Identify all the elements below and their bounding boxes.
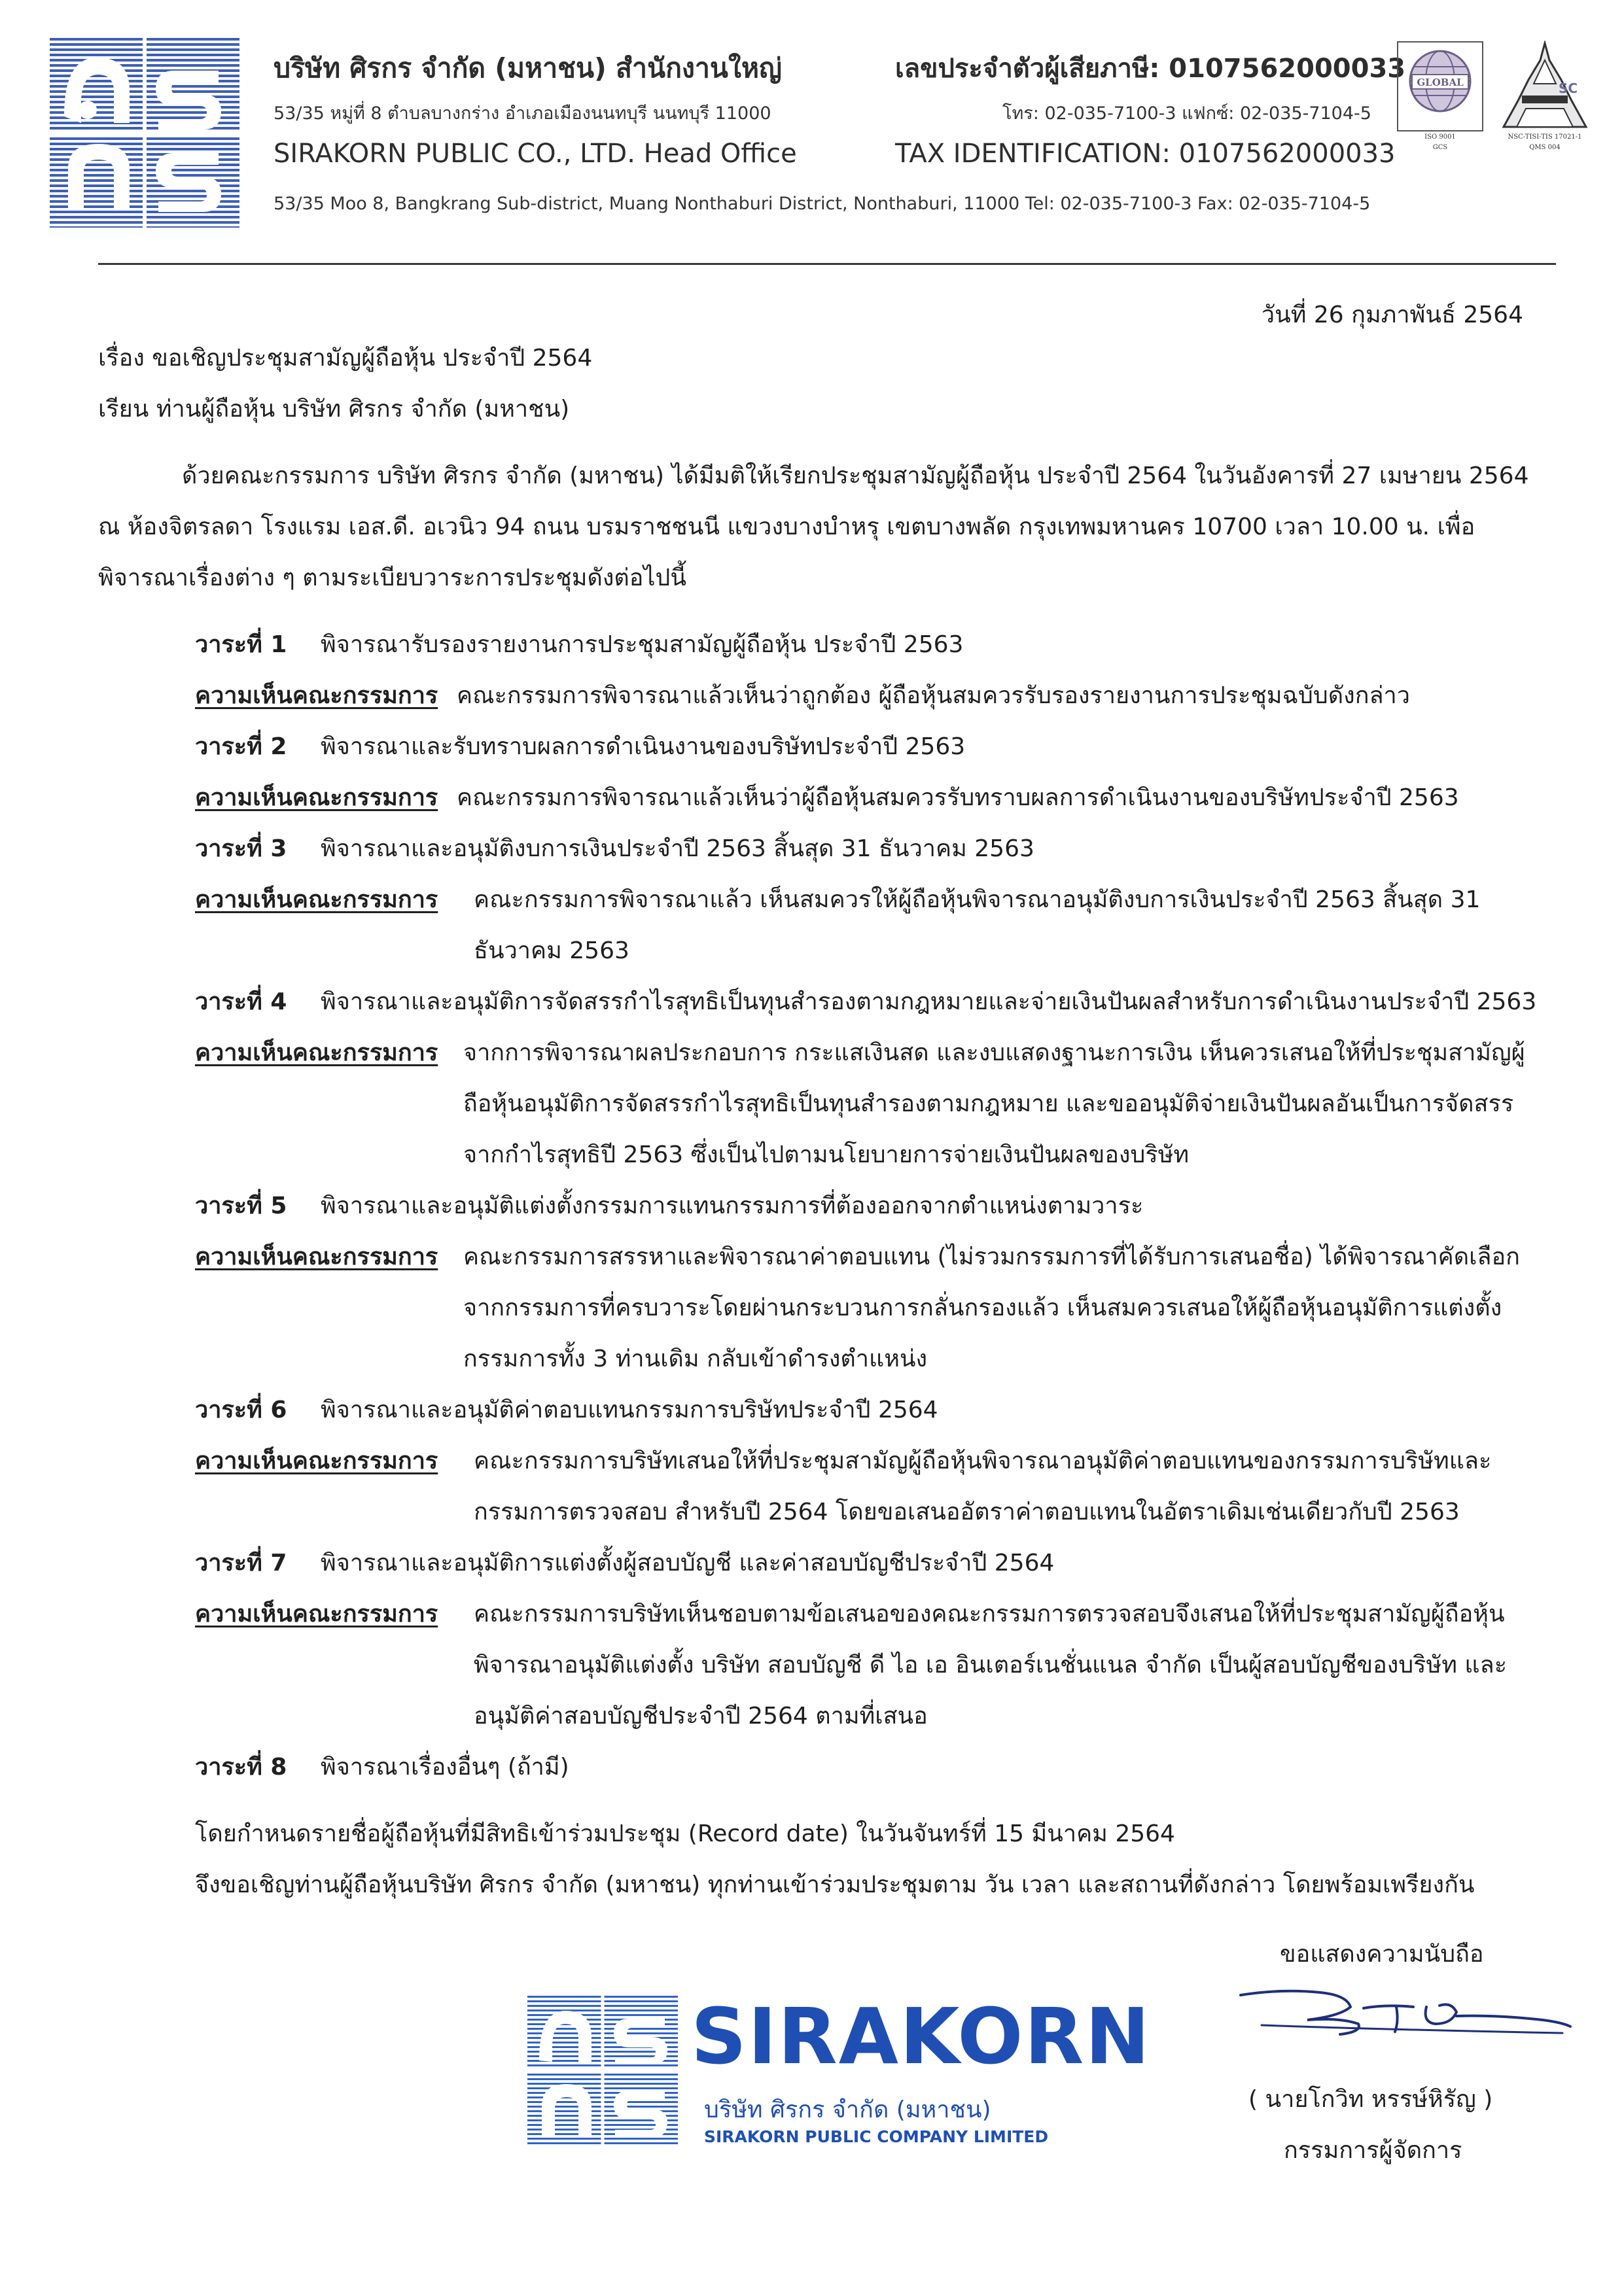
- stamp-brand: SIRAKORN: [691, 1991, 1152, 2081]
- agenda-2-text: พิจารณาและรับทราบผลการดำเนินงานของบริษัทประจำปี 2563: [321, 733, 966, 760]
- intro-line-3: พิจารณาเรื่องต่าง ๆ ตามระเบียบวาระการประชุมดังต่อไปนี้: [98, 565, 686, 591]
- agenda-2-opinion-line-1: คณะกรรมการพิจารณาแล้วเห็นว่าผู้ถือหุ้นสมควรรับทราบผลการดำเนินงานของบริษัทประจำปี 2563: [457, 784, 1459, 811]
- agenda-1-opinion-line-1: คณะกรรมการพิจารณาแล้วเห็นว่าถูกต้อง ผู้ถือหุ้นสมควรรับรองรายงานการประชุมฉบับดังกล่าว: [457, 682, 1410, 709]
- agenda-7-text: พิจารณาและอนุมัติการแต่งตั้งผู้สอบบัญชี และค่าสอบบัญชีประจำปี 2564: [321, 1550, 1055, 1576]
- svg-text:SC: SC: [1559, 80, 1578, 96]
- agenda-5-opinion-label: ความเห็นคณะกรรมการ: [195, 1244, 438, 1270]
- agenda-4-text: พิจารณาและอนุมัติการจัดสรรกำไรสุทธิเป็นทุนสำรองตามกฎหมายและจ่ายเงินปันผลสำหรับการดำเนินงานประจำปี 2563: [321, 988, 1537, 1015]
- header-divider: [98, 263, 1556, 265]
- agenda-2-opinion-label: ความเห็นคณะกรรมการ: [195, 784, 438, 811]
- agenda-4-opinion-line-1: จากการพิจารณาผลประกอบการ กระแสเงินสด และงบแสดงฐานะการเงิน เห็นควรเสนอให้ที่ประชุมสามัญผู้: [463, 1039, 1525, 1066]
- agenda-6-text: พิจารณาและอนุมัติค่าตอบแทนกรรมการบริษัทประจำปี 2564: [321, 1397, 938, 1423]
- cert-global-badge: GLOBAL: [1417, 77, 1464, 88]
- cert-global-line2: GCS: [1432, 144, 1448, 151]
- stamp-thai-name: บริษัท ศิรกร จำกัด (มหาชน): [704, 2096, 991, 2123]
- agenda-6-label: วาระที่ 6: [195, 1397, 287, 1423]
- agenda-8-label: วาระที่ 8: [195, 1754, 287, 1781]
- signature: [1235, 1969, 1576, 2093]
- agenda-3-opinion-line-1: คณะกรรมการพิจารณาแล้ว เห็นสมควรให้ผู้ถือหุ้นพิจารณาอนุมัติงบการเงินประจำปี 2563 สิ้นสุด 31: [474, 886, 1481, 913]
- company-address-thai: 53/35 หมู่ที่ 8 ตำบลบางกร่าง อำเภอเมืองนนทบุรี นนทบุรี 11000: [274, 103, 771, 124]
- intro-line-1: ด้วยคณะกรรมการ บริษัท ศิรกร จำกัด (มหาชน) ได้มีมติให้เรียกประชุมสามัญผู้ถือหุ้น ประจำปี 2564 ในวันอังคารที่ 27 เมษายน 2564: [182, 462, 1529, 489]
- agenda-5-text: พิจารณาและอนุมัติแต่งตั้งกรรมการแทนกรรมการที่ต้องออกจากตำแหน่งตามวาระ: [321, 1192, 1144, 1219]
- agenda-7-opinion-line-3: อนุมัติค่าสอบบัญชีประจำปี 2564 ตามที่เสนอ: [474, 1703, 928, 1730]
- agenda-8-text: พิจารณาเรื่องอื่นๆ (ถ้ามี): [321, 1754, 569, 1781]
- closing-invitation: จึงขอเชิญท่านผู้ถือหุ้นบริษัท ศิรกร จำกัด (มหาชน) ทุกท่านเข้าร่วมประชุมตาม วัน เวลา และสถานที่ดังกล่าว โดยพร้อมเพรียงกัน: [195, 1871, 1475, 1898]
- agenda-6-opinion-label: ความเห็นคณะกรรมการ: [195, 1448, 438, 1474]
- temple-roof-icon: [1496, 41, 1594, 132]
- letter-subject: เรื่อง ขอเชิญประชุมสามัญผู้ถือหุ้น ประจำปี 2564: [98, 345, 593, 372]
- company-name-thai: บริษัท ศิรกร จำกัด (มหาชน) สำนักงานใหญ่: [274, 52, 782, 84]
- globe-icon: [1396, 41, 1484, 132]
- tax-id-english: TAX IDENTIFICATION: 0107562000033: [895, 139, 1396, 169]
- iso-certification-badge: [1396, 41, 1484, 158]
- closing-regards: ขอแสดงความนับถือ: [1280, 1941, 1484, 1968]
- agenda-3-opinion-line-2: ธันวาคม 2563: [474, 937, 629, 964]
- cert-nsc-line1: NSC-TISI-TIS 17021-1: [1508, 133, 1582, 141]
- company-logo: [50, 38, 239, 228]
- agenda-6-opinion-line-1: คณะกรรมการบริษัทเสนอให้ที่ประชุมสามัญผู้ถือหุ้นพิจารณาอนุมัติค่าตอบแทนของกรรมการบริษัทและ: [474, 1448, 1492, 1474]
- signer-title: กรรมการผู้จัดการ: [1284, 2137, 1462, 2164]
- agenda-1-label: วาระที่ 1: [195, 631, 287, 658]
- signer-name: ( นายโกวิท หรรษ์หิรัญ ): [1248, 2086, 1493, 2113]
- agenda-7-label: วาระที่ 7: [195, 1550, 287, 1576]
- company-name-english: SIRAKORN PUBLIC CO., LTD. Head Office: [274, 139, 797, 169]
- agenda-7-opinion-label: ความเห็นคณะกรรมการ: [195, 1601, 438, 1627]
- agenda-7-opinion-line-1: คณะกรรมการบริษัทเห็นชอบตามข้อเสนอของคณะกรรมการตรวจสอบจึงเสนอให้ที่ประชุมสามัญผู้ถือหุ้น: [474, 1601, 1505, 1627]
- agenda-3-text: พิจารณาและอนุมัติงบการเงินประจำปี 2563 สิ้นสุด 31 ธันวาคม 2563: [321, 835, 1034, 862]
- agenda-6-opinion-line-2: กรรมการตรวจสอบ สำหรับปี 2564 โดยขอเสนออัตราค่าตอบแทนในอัตราเดิมเช่นเดียวกับปี 2563: [474, 1499, 1460, 1525]
- letter-recipient: เรียน ท่านผู้ถือหุ้น บริษัท ศิรกร จำกัด (มหาชน): [98, 396, 570, 423]
- company-address-english: 53/35 Moo 8, Bangkrang Sub-district, Muang Nonthaburi District, Nonthaburi, 11000 Tel: 02-035-7100-3 Fax: 02-035-7104-5: [274, 194, 1371, 214]
- stamp-english-name: SIRAKORN PUBLIC COMPANY LIMITED: [704, 2127, 1049, 2146]
- agenda-4-opinion-line-3: จากกำไรสุทธิปี 2563 ซึ่งเป็นไปตามนโยบายการจ่ายเงินปันผลของบริษัท: [463, 1141, 1190, 1168]
- handwritten-signature-icon: [1235, 1969, 1576, 2093]
- agenda-7-opinion-line-2: พิจารณาอนุมัติแต่งตั้ง บริษัท สอบบัญชี ดี ไอ เอ อินเตอร์เนชั่นแนล จำกัด เป็นผู้สอบบัญชีของบริษัท และ: [474, 1652, 1508, 1679]
- agenda-5-opinion-line-1: คณะกรรมการสรรหาและพิจารณาค่าตอบแทน (ไม่รวมกรรมการที่ได้รับการเสนอชื่อ) ได้พิจารณาคัดเลือก: [463, 1244, 1520, 1270]
- tax-id-thai: เลขประจำตัวผู้เสียภาษี: 0107562000033: [895, 54, 1406, 84]
- agenda-2-label: วาระที่ 2: [195, 733, 287, 760]
- agenda-5-opinion-line-3: กรรมการทั้ง 3 ท่านเดิม กลับเข้าดำรงตำแหน่ง: [463, 1346, 928, 1372]
- sirakorn-logo-icon: [50, 38, 239, 228]
- cert-nsc-line2: QMS 004: [1529, 144, 1561, 151]
- agenda-3-opinion-label: ความเห็นคณะกรรมการ: [195, 886, 438, 913]
- record-date-notice: โดยกำหนดรายชื่อผู้ถือหุ้นที่มีสิทธิเข้าร่วมประชุม (Record date) ในวันจันทร์ที่ 15 มีนาคม 2564: [195, 1820, 1175, 1847]
- agenda-1-opinion-label: ความเห็นคณะกรรมการ: [195, 682, 438, 709]
- agenda-4-opinion-line-2: ถือหุ้นอนุมัติการจัดสรรกำไรสุทธิเป็นทุนสำรองตามกฎหมาย และขออนุมัติจ่ายเงินปันผลอันเป็นการจัดสรร: [463, 1090, 1514, 1117]
- agenda-1-text: พิจารณารับรองรายงานการประชุมสามัญผู้ถือหุ้น ประจำปี 2563: [321, 631, 964, 658]
- agenda-5-opinion-line-2: จากกรรมการที่ครบวาระโดยผ่านกระบวนการกลั่นกรองแล้ว เห็นสมควรเสนอให้ผู้ถือหุ้นอนุมัติการแต่งตั้ง: [463, 1295, 1502, 1321]
- company-stamp: [527, 1982, 1152, 2159]
- agenda-4-opinion-label: ความเห็นคณะกรรมการ: [195, 1039, 438, 1066]
- nsc-certification-badge: [1496, 41, 1594, 158]
- agenda-4-label: วาระที่ 4: [195, 988, 287, 1015]
- cert-global-line1: ISO 9001: [1424, 133, 1456, 141]
- letter-date: วันที่ 26 กุมภาพันธ์ 2564: [1261, 302, 1523, 328]
- intro-line-2: ณ ห้องจิตรลดา โรงแรม เอส.ดี. อเวนิว 94 ถนน บรมราชชนนี แขวงบางบำหรุ เขตบางพลัด กรุงเทพมหานคร 10700 เวลา 10.00 น. เพื่อ: [98, 513, 1475, 540]
- agenda-3-label: วาระที่ 3: [195, 835, 287, 862]
- agenda-5-label: วาระที่ 5: [195, 1192, 287, 1219]
- phone-fax-thai: โทร: 02-035-7100-3 แฟกซ์: 02-035-7104-5: [1002, 103, 1371, 124]
